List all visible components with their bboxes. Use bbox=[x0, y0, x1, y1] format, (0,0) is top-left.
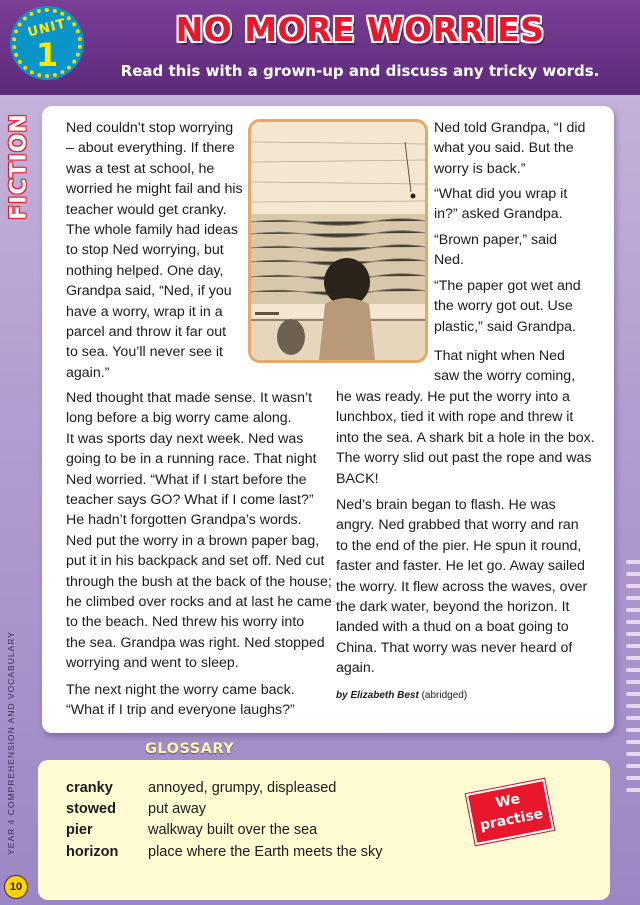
story-line: plastic,” said Grandpa. bbox=[434, 318, 576, 335]
story-line: “The paper got wet and bbox=[434, 278, 581, 294]
story-byline bbox=[336, 686, 596, 706]
glossary-definition: place where the Earth meets the sky bbox=[148, 844, 383, 860]
story-line: BACK! bbox=[336, 470, 379, 487]
story-line: nothing helped. One day, bbox=[66, 262, 224, 279]
story-line: angry. Ned grabbed that worry and ran bbox=[336, 517, 579, 534]
story-paragraph-2 bbox=[66, 388, 366, 674]
byline-note: (abridged) bbox=[421, 690, 468, 701]
story-line: long before a big worry came along. bbox=[66, 410, 292, 427]
binding-edge bbox=[626, 560, 640, 810]
story-paragraph-8 bbox=[434, 346, 604, 387]
story-line: The worry slid out past the rope and was bbox=[336, 450, 592, 467]
story-line: the dark water, beyond the horizon. It bbox=[336, 599, 570, 616]
story-paragraph-9 bbox=[336, 495, 606, 679]
story-line: what you said. But the bbox=[434, 140, 574, 157]
story-line: teacher would get cranky. bbox=[66, 201, 227, 218]
story-line: landed with a thud on a boat going to bbox=[336, 619, 569, 636]
page-number: 10 bbox=[4, 875, 28, 899]
story-illustration bbox=[248, 119, 428, 363]
glossary-term: stowed bbox=[66, 801, 116, 817]
story-line: the worry. It flew across the waves, over bbox=[336, 578, 588, 595]
story-line: worrying and went to sleep. bbox=[66, 655, 239, 672]
story-line: again. bbox=[336, 660, 375, 677]
story-line: going to be in a running race. That night bbox=[66, 451, 317, 468]
story-paragraph-5 bbox=[434, 184, 604, 225]
story-line: in?” asked Grandpa. bbox=[434, 206, 563, 223]
story-paragraph-8-cont bbox=[336, 387, 606, 489]
story-line: worried he might fail and his bbox=[66, 181, 243, 198]
story-line: to the end of the pier. He spun it round, bbox=[336, 537, 582, 554]
story-card bbox=[42, 106, 614, 733]
story-line: Grandpa said, “Ned, if you bbox=[66, 283, 232, 300]
unit-header bbox=[0, 0, 640, 95]
story-paragraph-3 bbox=[66, 680, 366, 721]
story-line: saw the worry coming, bbox=[434, 368, 576, 385]
story-line: faster and faster. He let go. Away sailed bbox=[336, 558, 585, 575]
glossary-term: pier bbox=[66, 822, 93, 838]
story-line: He hadn’t forgotten Grandpa’s words. bbox=[66, 512, 302, 529]
story-line: Ned. bbox=[434, 252, 464, 269]
story-line: “Brown paper,” said bbox=[434, 232, 558, 248]
unit-number: 1 bbox=[35, 36, 59, 74]
story-line: Ned’s brain began to flash. He was bbox=[336, 497, 556, 513]
glossary-definition: annoyed, grumpy, displeased bbox=[148, 780, 337, 796]
story-line: The next night the worry came back. bbox=[66, 682, 295, 698]
page-subtitle: Read this with a grown-up and discuss any tricky words. bbox=[120, 62, 600, 80]
glossary-title: GLOSSARY bbox=[145, 741, 235, 757]
story-paragraph-4 bbox=[434, 118, 604, 179]
page-title: NO MORE WORRIES bbox=[175, 10, 545, 49]
stamp-line-1: We bbox=[494, 791, 522, 812]
story-line: to sea. You’ll never see it bbox=[66, 344, 223, 361]
unit-badge bbox=[12, 8, 82, 78]
story-line: – about everything. If there bbox=[66, 140, 235, 157]
story-line: Ned put the worry in a brown paper bag, bbox=[66, 532, 320, 549]
series-label bbox=[4, 620, 18, 870]
story-paragraph-1 bbox=[66, 118, 246, 383]
story-line: “What did you wrap it bbox=[434, 186, 568, 202]
story-line: he climbed over rocks and at last he came bbox=[66, 594, 332, 611]
boy-at-sea-illustration bbox=[251, 122, 425, 360]
unit-label: UNIT bbox=[26, 16, 68, 41]
story-line: China. That worry was never heard of bbox=[336, 639, 573, 656]
story-line: have a worry, wrap it in a bbox=[66, 303, 223, 320]
stamp-line-2: practise bbox=[478, 805, 545, 834]
story-line: “What if I trip and everyone laughs?” bbox=[66, 702, 295, 719]
story-line: The whole family had ideas bbox=[66, 222, 238, 239]
genre-label bbox=[2, 112, 32, 222]
story-line: to stop Ned worrying, but bbox=[66, 242, 224, 259]
story-line: worry is back.” bbox=[434, 160, 526, 177]
story-line: he was ready. He put the worry into a bbox=[336, 389, 570, 405]
story-paragraph-7 bbox=[434, 276, 604, 337]
story-paragraph-6 bbox=[434, 230, 604, 271]
glossary-term: cranky bbox=[66, 780, 113, 796]
story-line: Ned couldn’t stop worrying bbox=[66, 120, 234, 136]
glossary-definition: put away bbox=[148, 801, 207, 817]
genre-text: FICTION bbox=[6, 113, 32, 220]
story-line: put it in his backpack and set off. Ned cut bbox=[66, 553, 325, 570]
story-line: Ned told Grandpa, “I did bbox=[434, 120, 586, 136]
story-line: lunchbox, tied it with rope and threw it bbox=[336, 409, 574, 426]
story-line: the sea. Grandpa was right. Ned stopped bbox=[66, 634, 325, 651]
story-line: teacher says GO? What if I come last?” bbox=[66, 492, 314, 509]
story-line: Ned thought that made sense. It wasn’t bbox=[66, 390, 313, 406]
story-line: Ned worried. “What if I start before the bbox=[66, 471, 307, 488]
story-line: through the bush at the back of the house; bbox=[66, 573, 332, 590]
series-text: YEAR 4 COMPREHENSION AND VOCABULARY bbox=[6, 631, 16, 855]
story-line: again.” bbox=[66, 364, 110, 381]
story-line: was a test at school, he bbox=[66, 160, 215, 177]
story-line: into the sea. A shark bit a hole in the box. bbox=[336, 429, 595, 446]
byline-author: by Elizabeth Best bbox=[336, 690, 419, 701]
story-line: That night when Ned bbox=[434, 348, 565, 364]
story-line: the worry got out. Use bbox=[434, 298, 573, 315]
glossary-definition: walkway built over the sea bbox=[148, 822, 318, 838]
story-line: It was sports day next week. Ned was bbox=[66, 430, 304, 447]
glossary-term: horizon bbox=[66, 844, 119, 860]
story-line: to the beach. Ned threw his worry into bbox=[66, 614, 305, 631]
story-line: parcel and throw it far out bbox=[66, 324, 227, 341]
